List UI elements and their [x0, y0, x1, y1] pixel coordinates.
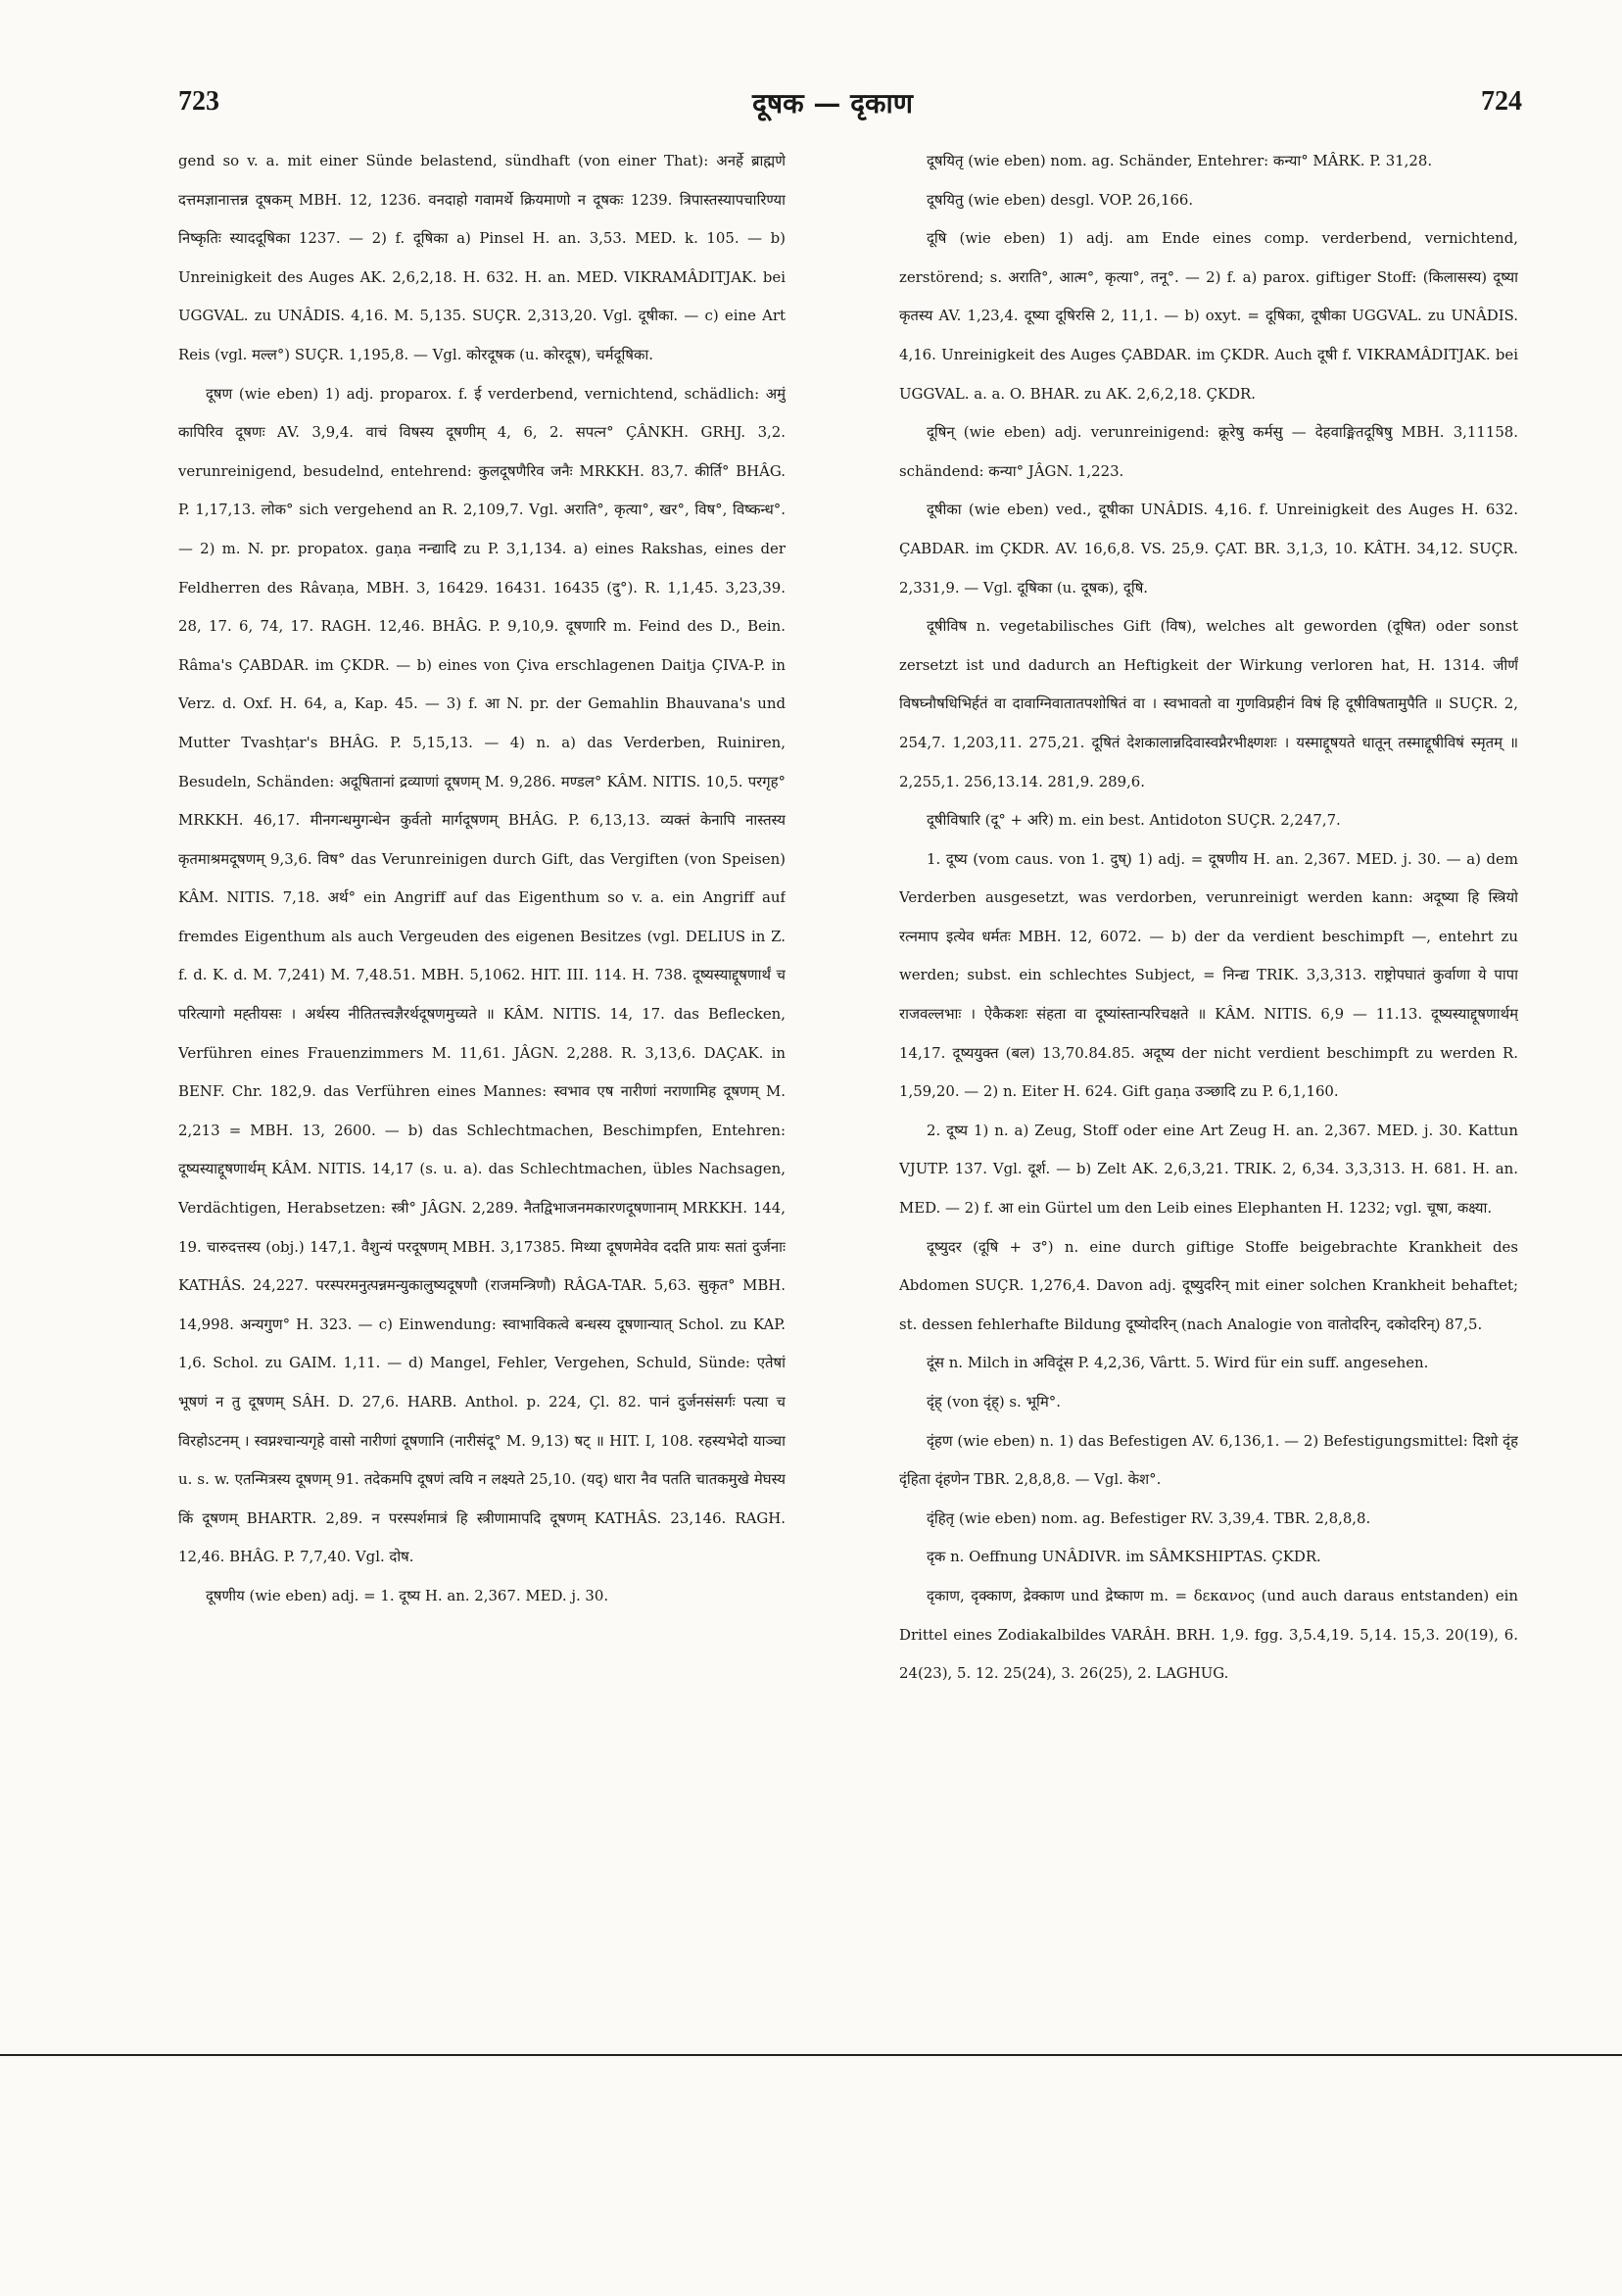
entry-paragraph: दृक n. Oeffnung UNÂDIVR. im SÂMKSHIPTAS. ÇKDR. — [927, 1548, 1321, 1566]
entry-paragraph: दूषीविष n. vegetabilisches Gift (विष), welches alt geworden (दूषित) oder sonst zersetzt ist und dadurch an Heftigkeit der Wirkung verloren hat, H. 1314. जीर्णं विषघ्नौषधिभिर्हतं वा दावाग्निवातातपशोषितं वा । स्वभावतो वा गुणविप्रहीनं विषं हि दूषीविषतामुपैति ॥ SUÇR. 2, 254,7. 1,203,11. 275,21. दूषितं देशकालान्नदिवास्वप्नैरभीक्ष्णशः । यस्माद्दूषयते धातून् तस्माद्दूषीविषं स्मृतम् ॥ 2,255,1. 256,13.14. 281,9. 289,6. — [899, 617, 1518, 790]
right-column — [899, 142, 1518, 2042]
entry-paragraph: दूषणीय (wie eben) adj. = 1. दूष्य H. an. 2,367. MED. j. 30. — [206, 1586, 609, 1604]
entry-paragraph: दूषि (wie eben) 1) adj. am Ende eines comp. verderbend, vernichtend, zerstörend; s. अराति°, आत्म°, कृत्या°, तनू°. — 2) f. a) parox. giftiger Stoff: (किलासस्य) दूष्या कृतस्य AV. 1,23,4. दूष्या दूषिरसि 2, 11,1. — b) oxyt. = दूषिका, दूषीका UGGVAL. zu UNÂDIS. 4,16. Unreinigkeit des Auges ÇABDAR. im ÇKDR. Auch दूषी f. VIKRAMÂDITJAK. bei UGGVAL. a. a. O. BHAR. zu AK. 2,6,2,18. ÇKDR. — [899, 229, 1518, 403]
entry-paragraph: दूषयितु (wie eben) desgl. VOP. 26,166. — [927, 190, 1194, 209]
entry-paragraph: दूष्युदर (दूषि + उ°) n. eine durch giftige Stoffe beigebrachte Krankheit des Abdomen SUÇR. 1,276,4. Davon adj. दूष्युदरिन् mit einer solchen Krankheit behaftet; st. dessen fehlerhafte Bildung दूष्योदरिन् (nach Analogie von वातोदरिन्, दकोदरिन्) 87,5. — [899, 1237, 1518, 1333]
entry-paragraph: दूषीका (wie eben) ved., दूषीका UNÂDIS. 4,16. f. Unreinigkeit des Auges H. 632. ÇABDAR. im ÇKDR. AV. 16,6,8. VS. 25,9. ÇAT. BR. 3,1,3, 10. KÂTH. 34,12. SUÇR. 2,331,9. — Vgl. दूषिका (u. दूषक), दूषि. — [899, 501, 1518, 597]
page-number-right: 724 — [1481, 86, 1522, 117]
page-number-left: 723 — [178, 86, 219, 117]
entry-paragraph: दूषिन् (wie eben) adj. verunreinigend: क्रूरेषु कर्मसु — देहवाङ्मितदूषिषु MBH. 3,11158. schändend: कन्या° JÂGN. 1,223. — [899, 423, 1518, 480]
running-head: दूषक — दृकाण — [752, 87, 913, 120]
entry-paragraph: दृंहण (wie eben) n. 1) das Befestigen AV. 6,136,1. — 2) Befestigungsmittel: दिशो दृंह दृंहिता दृंहणेन TBR. 2,8,8,8. — Vgl. केश°. — [899, 1431, 1518, 1489]
entry-paragraph: 1. दूष्य (vom caus. von 1. दुष्) 1) adj. = दूषणीय H. an. 2,367. MED. j. 30. — a) dem Verderben ausgesetzt, was verdorben, verunreinigt werden kann: अदूष्या हि स्त्रियो रत्नमाप इत्येव धर्मतः MBH. 12, 6072. — b) der da verdient beschimpft —, entehrt zu werden; subst. ein schlechtes Subject, = निन्द्य TRIK. 3,3,313. राष्ट्रोपघातं कुर्वाणा ये पापा राजवल्लभाः । ऐकैकशः संहता वा दूष्यांस्तान्परिचक्षते ॥ KÂM. NITIS. 6,9 — 11.13. दूष्यस्याद्दूषणार्थम् 14,17. दूष्ययुक्त (बल) 13,70.84.85. अदूष्य der nicht verdient beschimpft zu werden R. 1,59,20. — 2) n. Eiter H. 624. Gift gaṇa उञ्छादि zu P. 6,1,160. — [899, 849, 1518, 1101]
entry-paragraph: दूषण (wie eben) 1) adj. proparox. f. ई verderbend, vernichtend, schädlich: अमुं कापिरिव दूषणः AV. 3,9,4. वाचं विषस्य दूषणीम् 4, 6, 2. सपत्न° ÇÂNKH. GRHJ. 3,2. verunreinigend, besudelnd, entehrend: कुलदूषणैरिव जनैः MRKKH. 83,7. कीर्ति° BHÂG. P. 1,17,13. लोक° sich vergehend an R. 2,109,7. Vgl. अराति°, कृत्या°, खर°, विष°, विष्कन्ध°. — 2) m. N. pr. propatox. gaṇa नन्द्यादि zu P. 3,1,134. a) eines Rakshas, eines der Feldherren des Râvaṇa, MBH. 3, 16429. 16431. 16435 (दु°). R. 1,1,45. 3,23,39. 28, 17. 6, 74, 17. RAGH. 12,46. BHÂG. P. 9,10,9. दूषणारि m. Feind des D., Bein. Râma's ÇABDAR. im ÇKDR. — b) eines von Çiva erschlagenen Daitja ÇIVA-P. in Verz. d. Oxf. H. 64, a, Kap. 45. — 3) f. आ N. pr. der Gemahlin Bhauvana's und Mutter Tvashṭar's BHÂG. P. 5,15,13. — 4) n. a) das Verderben, Ruiniren, Besudeln, Schänden: अदूषितानां द्रव्याणां दूषणम् M. 9,286. मण्डल° KÂM. NITIS. 10,5. परगृह° MRKKH. 46,17. मीनगन्धमुगन्धेन कुर्वतो मार्गदूषणम् BHÂG. P. 6,13,13. व्यक्तं केनापि नास्तस्य कृतमाश्रमदूषणम् 9,3,6. विष° das Verunreinigen durch Gift, das Vergiften (von Speisen) KÂM. NITIS. 7,18. अर्थ° ein Angriff auf das Eigenthum so v. a. ein Angriff auf fremdes Eigenthum als auch Vergeuden des eigenen Besitzes (vgl. DELIUS in Z. f. d. K. d. M. 7,241) M. 7,48.51. MBH. 5,1062. HIT. III. 114. H. 738. दूष्यस्याद्दूषणार्थं च परित्यागो मह्तीयसः । अर्थस्य नीतितत्त्वज्ञैरर्थदूषणमुच्यते ॥ KÂM. NITIS. 14, 17. das Beflecken, Verführen eines Frauenzimmers M. 11,61. JÂGN. 2,288. R. 3,13,6. DAÇAK. in BENF. Chr. 182,9. das Verführen eines Mannes: स्वभाव एष नारीणां नराणामिह दूषणम् M. 2,213 = MBH. 13, 2600. — b) das Schlechtmachen, Beschimpfen, Entehren: दूष्यस्याद्दूषणार्थम् KÂM. NITIS. 14,17 (s. u. a). das Schlechtmachen, übles Nachsagen, Verdächtigen, Herabsetzen: स्त्री° JÂGN. 2,289. नैतद्विभाजनमकारणदूषणानाम् MRKKH. 144, 19. चारुदत्तस्य (obj.) 147,1. वैशुन्यं परदूषणम् MBH. 3,17385. मिथ्या दूषणमेवेव ददति प्रायः सतां दुर्जनाः KATHÂS. 24,227. परस्परमनुत्पन्नमन्युकालुष्यदूषणौ (राजमन्त्रिणौ) RÂGA-TAR. 5,63. सुकृत° MBH. 14,998. अन्यगुण° H. 323. — c) Einwendung: स्वाभाविकत्वे बन्धस्य दूषणान्यात् Schol. zu KAP. 1,6. Schol. zu GAIM. 1,11. — d) Mangel, Fehler, Vergehen, Schuld, Sünde: एतेषां भूषणं न तु दूषणम् SÂH. D. 27,6. HARB. Anthol. p. 224, Çl. 82. पानं दुर्जनसंसर्गः पत्या च विरहोऽटनम् । स्वप्नश्चान्यगृहे वासो नारीणां दूषणानि (नारीसंदू° M. 9,13) षट् ॥ HIT. I, 108. रहस्यभेदो याञ्चा u. s. w. एतन्मित्रस्य दूषणम् 91. तदेकमपि दूषणं त्वयि न लक्ष्यते 25,10. (यद्) धारा नैव पतति चातकमुखे मेघस्य किं दूषणम् BHARTR. 2,89. न परस्पर्शमात्रं हि स्त्रीणामापदि दूषणम् KATHÂS. 23,146. RAGH. 12,46. BHÂG. P. 7,7,40. Vgl. दोष. — [178, 384, 786, 1566]
entry-paragraph: दूषीविषारि (दू° + अरि) m. ein best. Antidoton SUÇR. 2,247,7. — [927, 811, 1341, 830]
entry-paragraph: दूषयितृ (wie eben) nom. ag. Schänder, Entehrer: कन्या° MÂRK. P. 31,28. — [927, 152, 1433, 169]
left-column — [178, 142, 786, 2042]
footer-rule — [0, 2054, 1622, 2056]
entry-paragraph: gend so v. a. mit einer Sünde belastend, sündhaft (von einer That): अनर्हे ब्राह्मणे दत्तमज्ञानात्तन्न दूषकम् MBH. 12, 1236. वनदाहो गवामर्थे क्रियमाणो न दूषकः 1239. त्रिपास्तस्यापचारिण्या निष्कृतिः स्याददूषिका 1237. — 2) f. दूषिका a) Pinsel H. an. 3,53. MED. k. 105. — b) Unreinigkeit des Auges AK. 2,6,2,18. H. 632. H. an. MED. VIKRAMÂDITJAK. bei UGGVAL. zu UNÂDIS. 4,16. M. 5,135. SUÇR. 2,313,20. Vgl. दूषीका. — c) eine Art Reis (vgl. मल्ल°) SUÇR. 1,195,8. — Vgl. कोरदूषक (u. कोरदूष), चर्मदूषिका. — [178, 152, 786, 363]
entry-paragraph: दूंस n. Milch in अविदूंस P. 4,2,36, Vârtt. 5. Wird für ein suff. angesehen. — [927, 1354, 1429, 1372]
entry-paragraph: 2. दूष्य 1) n. a) Zeug, Stoff oder eine Art Zeug H. an. 2,367. MED. j. 30. Kattun VJUTP. 137. Vgl. दूर्श. — b) Zelt AK. 2,6,3,21. TRIK. 2, 6,34. 3,3,313. H. 681. H. an. MED. — 2) f. आ ein Gürtel um den Leib eines Elephanten H. 1232; vgl. चूषा, कक्ष्या. — [899, 1121, 1518, 1218]
entry-paragraph: दृकाण, दृक्काण, द्रेक्काण und द्रेष्काण m. = δεκανος (und auch daraus entstanden) ein Drittel eines Zodiakalbildes VARÂH. BRH. 1,9. fgg. 3,5.4,19. 5,14. 15,3. 20(19), 6. 24(23), 5. 12. 25(24), 3. 26(25), 2. LAGHUG. — [899, 1586, 1518, 1683]
entry-paragraph: दृंह् (von दृंह्) s. भूमि°. — [927, 1393, 1061, 1411]
entry-paragraph: दृंहितृ (wie eben) nom. ag. Befestiger RV. 3,39,4. TBR. 2,8,8,8. — [927, 1508, 1371, 1527]
